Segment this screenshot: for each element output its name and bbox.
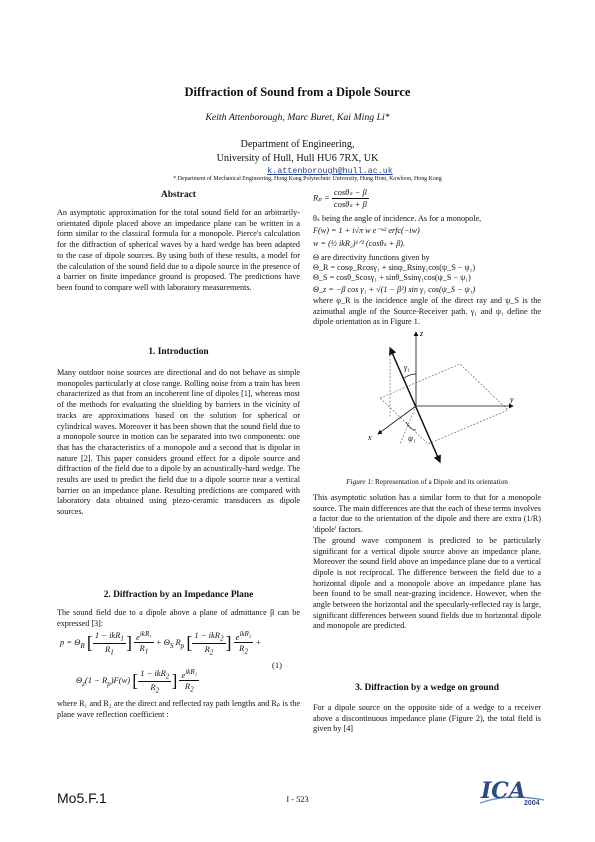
equation-w: w = (½ ikR₂)¹ᐟ² (cosθₛ + β). — [313, 239, 406, 249]
section-1-heading: 1. Introduction — [148, 347, 209, 357]
section-2-intro-paragraph: The sound field due to a dipole above a plane of admittance β can be expressed [3]: — [57, 608, 300, 628]
abstract-heading: Abstract — [161, 190, 196, 200]
affiliation-footnote: * Department of Mechanical Engineering, Hong Kong Polytechnic University, Hung Hom, Kowloon, Hong Kong — [173, 176, 442, 182]
equation-F: F(w) = 1 + i√π w e⁻ʷ² erfc(−iw) — [313, 226, 420, 236]
ica-2004-logo — [478, 773, 546, 809]
section-2-intro — [57, 608, 300, 629]
asymptotic-text — [313, 493, 541, 632]
axis-y-label: y — [510, 395, 514, 404]
ground-wave-paragraph: The ground wave component is predicted to be particularly significant for a vertical dipole source above an impedance plane. Moreover the sound field above an impedance plane due to a vertical dipole is not reciprocal. The difference between the field due to a horizontal dipole and a monopole above an impedance plane has been found to be small near-grazing incidence. However, when the angle between the horizontal and the specularly-reflected ray is large, significant differences between sound fields due to horizontal dipole and monopole are predicted. — [313, 535, 541, 631]
abstract-paragraph: An asymptotic approximation for the total sound field for an arbitrarily-orientated dipole placed above an impedance plane can be written in a form similar to the classical formula for a monopole. Pierce's calculation for the diffraction of spherical waves by a hard wedge has been adapted to the case of dipole sources. By using both of these results, a model for the calculation of the sound field due to a dipole source in the presence of a barrier on finite impedance ground is proposed. The predictions have been found to compare well with laboratory measurements. — [57, 208, 300, 292]
dipole-orientation-text — [313, 296, 541, 328]
equation-rp-lhs: Rₚ = — [313, 192, 330, 203]
right-column-equations — [313, 214, 541, 295]
paper-title: Diffraction of Sound from a Dipole Source — [184, 85, 411, 99]
page-number: I - 523 — [286, 795, 309, 804]
email-link[interactable]: k.attenborough@hull.ac.uk — [267, 166, 393, 176]
section-2-heading: 2. Diffraction by an Impedance Plane — [103, 590, 254, 600]
wedge-paragraph: For a dipole source on the opposite side of a wedge to a receiver above a discontinuous impedance plane (Figure 2), the total field is given by [4] — [313, 703, 541, 734]
equation-theta-z: Θ_z = −β cos γ₁ + √(1 − β²) sin γ₁ cos(ψ_S − ψ₁) — [313, 285, 476, 295]
equation-rp — [313, 187, 369, 210]
equation-1-number: (1) — [272, 660, 282, 670]
figure-1-caption-text: : Representation of a Dipole and its orientation — [371, 477, 508, 486]
affiliation-dept: Department of Engineering, — [240, 139, 355, 150]
axis-z-label: z — [420, 329, 424, 338]
logo-ica-text: ICA — [481, 778, 526, 804]
equation-theta-r: Θ_R = cosφ_Rcosγ₁ + sinφ_Rsinγ₁cos(ψ_S − ψ₁) — [313, 262, 476, 272]
theta-incidence-line: θₛ being the angle of incidence. As for a monopole, — [313, 214, 482, 223]
dipole-axis-reverse — [390, 348, 440, 462]
authors: Keith Attenborough, Marc Buret, Kai Ming Li* — [205, 112, 390, 123]
equation-rp-numerator: cosθₛ − β — [333, 187, 367, 197]
figure-1-caption-label: Figure 1 — [346, 477, 372, 486]
logo-year-text: 2004 — [524, 800, 540, 807]
equation-theta-s: Θ_S = cosθ_Scosγ₁ + sinθ_Ssinγ₁cos(ψ_S − ψ₁) — [313, 273, 471, 283]
directivity-line: Θ are directivity functions given by — [313, 252, 430, 262]
where-paragraph: where φ_R is the incidence angle of the direct ray and ψ_S is the azimuthal angle of the Source-Receiver path. γ₁ and ψ₁ define the dipole orientation as in Figure 1. — [313, 296, 541, 327]
equation-1-line-2: $\Theta_z(1 - R_p)F(w)$ [ $\frac{1 - ikR_2}{R_2}$ ] $\frac{e^{ikR_2}}{R_2}$ — [76, 668, 198, 695]
psi-label: ψ₁ — [408, 434, 416, 443]
section-3-heading: 3. Diffraction by a wedge on ground — [355, 683, 499, 693]
figure-1-caption — [313, 477, 541, 486]
equation-1-line-1: $p = \Theta_R$ [ $\frac{1 - ikR_1}{R_1}$ ] $\frac{e^{ikR_1}}{R_1}$ + $\Theta_S$ $R_p$ [ $\frac{1 - ikR_2}{R_2}$ ] $\frac{e^{ikR_2}}{R_2}$ + — [60, 630, 262, 657]
paper-code: Mo5.F.1 — [57, 790, 107, 806]
gamma-label: γ₁ — [404, 363, 410, 372]
gamma-arc — [404, 374, 416, 378]
asymptotic-paragraph: This asymptotic solution has a similar form to that for a monopole source. The main differences are that the each of these terms involves a factor due to the orientation of the dipole and there are extra (1/R) 'dipole' factors. — [313, 493, 541, 535]
equation-rp-denominator: cosθₛ + β — [333, 199, 367, 209]
section-1-text — [57, 368, 300, 518]
section-2-after — [57, 699, 300, 720]
figure-1-diagram — [358, 326, 528, 476]
section-2-after-paragraph: where R₁ and R₂ are the direct and reflected ray path lengths and Rₚ is the plane wave reflection coefficient : — [57, 699, 300, 719]
plane-outline — [380, 364, 508, 444]
intro-paragraph: Many outdoor noise sources are directional and do not behave as simple monopoles particularly at close range. Rolling noise from a train has been characterized as that from an incoherent line of dipoles [1], whereas most of the methods for evaluating the shielding by barriers in the vicinity of tracks are approximations based on the solution for spherical or cylindrical waves. Moreover it has been shown that the sound field due to a monopole source in motion can be separated into two components: one that has the characteristics of a monopole and a second that is dipolar in nature [2]. This paper considers ground effect for a dipole source and diffraction of the field due to a dipole by an acoustically-hard wedge. The results are used to predict the field due to a dipole source near a vertical barrier on an impedance plane. Resulting predictions are compared with laboratory data obtained using piezo-ceramic transducers as dipole sources. — [57, 368, 300, 517]
axis-x-label: x — [368, 433, 372, 442]
section-3-text — [313, 703, 541, 735]
abstract-text — [57, 208, 300, 294]
affiliation-university: University of Hull, Hull HU6 7RX, UK — [216, 153, 379, 164]
